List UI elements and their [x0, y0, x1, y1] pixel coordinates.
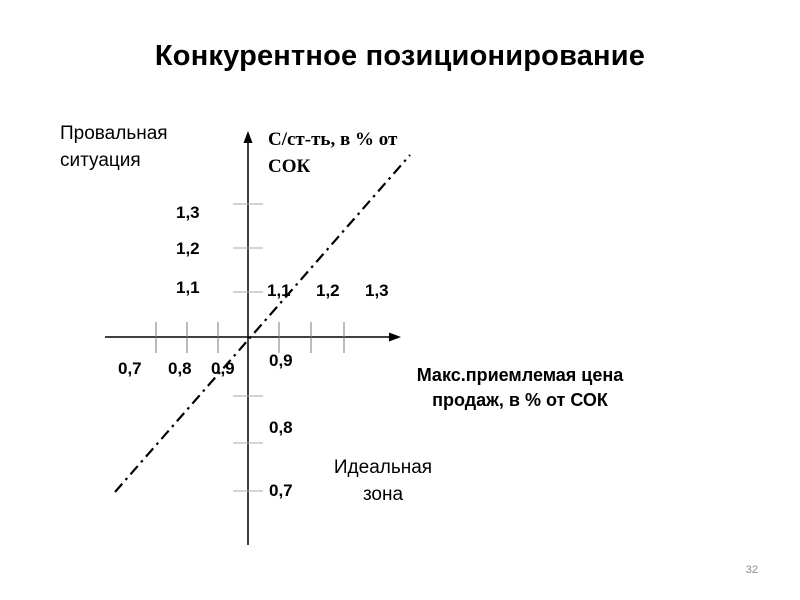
x-tick-label-0-9: 0,9	[211, 359, 235, 378]
x-tick-label-1-3: 1,3	[365, 281, 389, 300]
page-number: 32	[745, 564, 758, 576]
y-axis-arrow	[244, 131, 253, 143]
slide-title: Конкурентное позиционирование	[154, 40, 646, 72]
x-tick-label-1-2: 1,2	[316, 281, 340, 300]
y-tick-label-0-7: 0,7	[269, 481, 293, 500]
y-tick-label-1-1: 1,1	[176, 278, 200, 297]
y-tick-label-0-8: 0,8	[269, 418, 293, 437]
y-tick-label-1-3: 1,3	[176, 203, 200, 222]
y-axis-title: С/ст-ть, в % от СОК	[268, 129, 398, 177]
x-tick-label-0-8: 0,8	[168, 359, 192, 378]
x-axis-title: Макс.приемлемая цена продаж, в % от СОК	[416, 365, 624, 410]
quadrant-label-failure: Провальная ситуация	[60, 123, 168, 171]
y-tick-label-0-9: 0,9	[269, 351, 293, 370]
y-tick-label-1-2: 1,2	[176, 239, 200, 258]
x-axis-arrow	[389, 333, 401, 342]
diagonal-dash-dot-line	[115, 155, 410, 492]
x-tick-label-0-7: 0,7	[118, 359, 142, 378]
quadrant-label-ideal: Идеальная зона	[333, 457, 433, 505]
x-tick-label-1-1: 1,1	[267, 281, 291, 300]
